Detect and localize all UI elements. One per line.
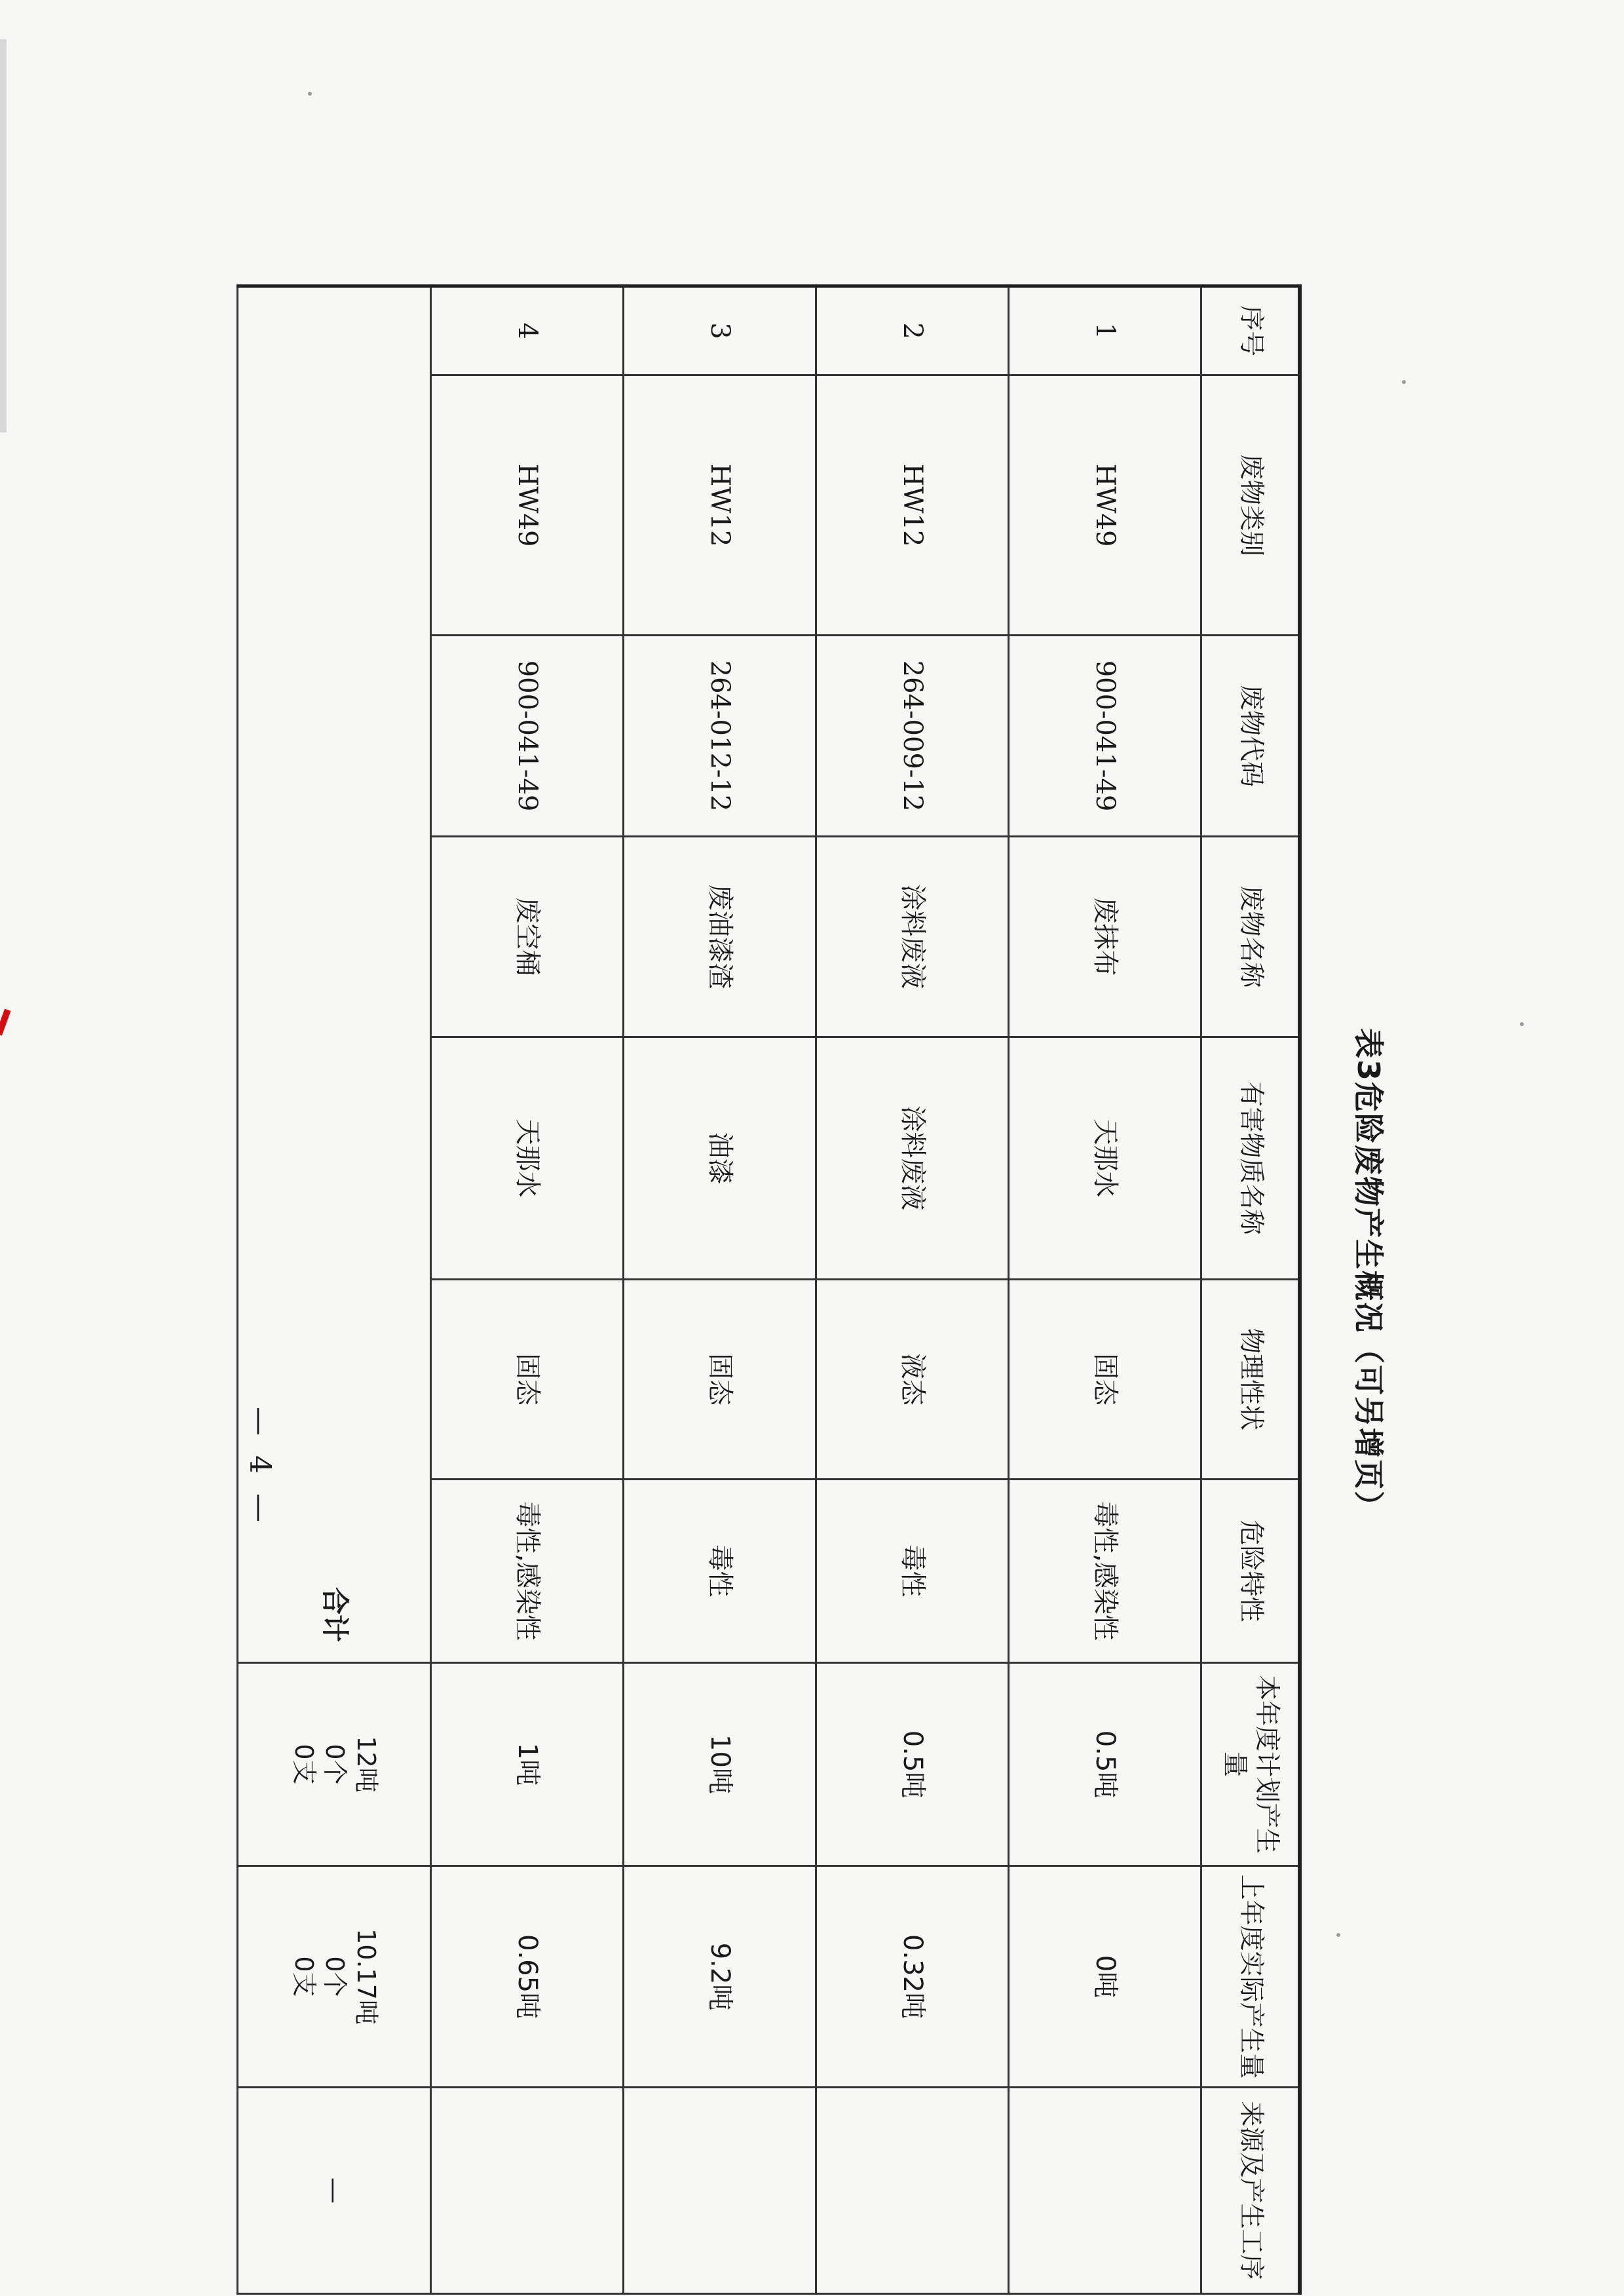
header-cell: 危险特性	[1201, 1480, 1300, 1663]
header-row	[1201, 286, 1300, 2294]
cell-planned: 1吨	[431, 1663, 624, 1866]
total-planned-units: 0个	[320, 1744, 350, 1785]
cell-no: 4	[431, 286, 624, 375]
cell-state: 固态	[431, 1280, 624, 1480]
cell-name: 废空桶	[431, 837, 624, 1037]
cell-actual: 9.2吨	[624, 1866, 816, 2088]
cell-no: 2	[816, 286, 1009, 375]
scan-speck	[1520, 1022, 1524, 1026]
header-cell: 物理性状	[1201, 1280, 1300, 1480]
cell-property: 毒性,感染性	[1009, 1480, 1201, 1663]
cell-hazardous: 油漆	[624, 1037, 816, 1280]
total-row	[238, 286, 431, 2294]
total-planned-tons: 12吨	[351, 1736, 381, 1793]
cell-no: 3	[624, 286, 816, 375]
table-title: 表3危险废物产生概况（可另增页）	[1351, 1027, 1386, 1522]
header-cell: 废物代码	[1201, 636, 1300, 837]
total-planned	[238, 1663, 431, 1866]
header-cell: 废物类别	[1201, 375, 1300, 636]
header-cell: 序号	[1201, 286, 1300, 375]
cell-property: 毒性	[816, 1480, 1009, 1663]
cell-hazardous: 涂料废液	[816, 1037, 1009, 1280]
table-row	[1009, 286, 1201, 2294]
table-row	[624, 286, 816, 2294]
cell-name: 废油漆渣	[624, 837, 816, 1037]
table-row	[431, 286, 624, 2294]
cell-source	[1009, 2088, 1201, 2294]
rotated-page-content	[241, 271, 1410, 2279]
page-edge-shadow	[0, 39, 7, 432]
cell-name: 废抹布	[1009, 837, 1201, 1037]
header-cell: 上年度实际产生量	[1201, 1866, 1300, 2088]
cell-state: 固态	[624, 1280, 816, 1480]
cell-source	[816, 2088, 1009, 2294]
total-actual-pieces: 0支	[289, 1956, 318, 1997]
total-source: —	[238, 2088, 431, 2294]
total-actual	[238, 1866, 431, 2088]
total-label: 合计	[318, 1586, 351, 1642]
cell-actual: 0.65吨	[431, 1866, 624, 2088]
scan-speck	[308, 92, 312, 96]
hazardous-waste-table	[237, 284, 1302, 2295]
total-actual-tons: 10.17吨	[351, 1928, 381, 2025]
header-cell: 来源及产生工序	[1201, 2088, 1300, 2294]
cell-planned: 0.5吨	[1009, 1663, 1201, 1866]
cell-actual: 0.32吨	[816, 1866, 1009, 2088]
cell-category: HW49	[1009, 375, 1201, 636]
table-row	[816, 286, 1009, 2294]
cell-property: 毒性,感染性	[431, 1480, 624, 1663]
cell-planned: 10吨	[624, 1663, 816, 1866]
header-cell: 本年度计划产生量	[1201, 1663, 1300, 1866]
cell-code: 264-009-12	[816, 636, 1009, 837]
cell-source	[624, 2088, 816, 2294]
cell-code: 900-041-49	[431, 636, 624, 837]
page-number: — 4 —	[243, 1407, 277, 1527]
cell-code: 900-041-49	[1009, 636, 1201, 837]
cell-state: 固态	[1009, 1280, 1201, 1480]
cell-hazardous: 天那水	[431, 1037, 624, 1280]
cell-property: 毒性	[624, 1480, 816, 1663]
cell-no: 1	[1009, 286, 1201, 375]
header-cell: 废物名称	[1201, 837, 1300, 1037]
cell-source	[431, 2088, 624, 2294]
cell-name: 涂料废液	[816, 837, 1009, 1037]
total-actual-units: 0个	[320, 1956, 350, 1997]
cell-code: 264-012-12	[624, 636, 816, 837]
total-planned-pieces: 0支	[289, 1744, 318, 1785]
cell-state: 液态	[816, 1280, 1009, 1480]
cell-planned: 0.5吨	[816, 1663, 1009, 1866]
header-cell: 有害物质名称	[1201, 1037, 1300, 1280]
cell-category: HW12	[816, 375, 1009, 636]
red-pen-mark	[0, 1008, 11, 1035]
cell-category: HW49	[431, 375, 624, 636]
cell-actual: 0吨	[1009, 1866, 1201, 2088]
cell-hazardous: 天那水	[1009, 1037, 1201, 1280]
cell-category: HW12	[624, 375, 816, 636]
